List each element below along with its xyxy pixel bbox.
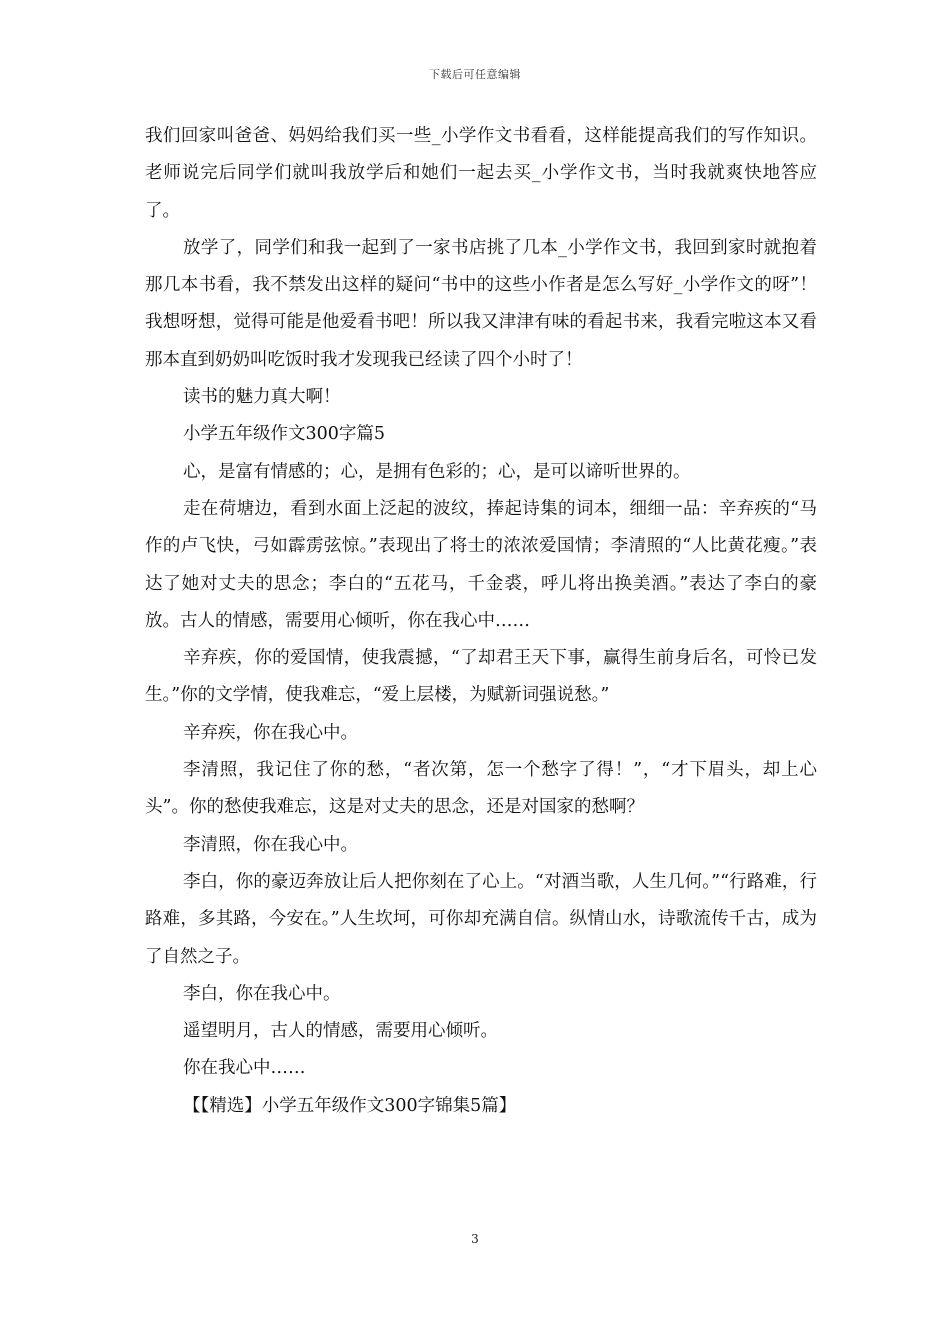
closing-title: 【【精选】小学五年级作文300字锦集5篇】: [183, 1095, 517, 1116]
paragraph: 李清照，我记住了你的愁，“者次第，怎一个愁字了得！”，“才下眉头，却上心头”。你的愁使我难忘，这是对丈夫的思念，还是对国家的愁啊？: [145, 760, 817, 818]
paragraph: 走在荷塘边，看到水面上泛起的波纹，捧起诗集的词本，细细一品：辛弃疾的“马作的卢飞快，弓如霹雳弦惊。”表现出了将士的浓浓爱国情；李清照的“人比黄花瘦。”表达了她对丈夫的思念；李白的“五花马，千金裘，呼儿将出换美酒。”表达了李白的豪放。古人的情感，需要用心倾听，你在我心中……: [145, 498, 817, 631]
paragraph: 放学了，同学们和我一起到了一家书店挑了几本_小学作文书，我回到家时就抱着那几本书看，我不禁发出这样的疑问“书中的这些小作者是怎么写好_小学作文的呀”！我想呀想，觉得可能是他爱看书吧！所以我又津津有味的看起书来，我看完啦这本又看那本直到奶奶叫吃饭时我才发现我已经读了四个小时了！: [145, 237, 817, 370]
paragraph: 辛弃疾，你的爱国情，使我震撼，“了却君王天下事，赢得生前身后名，可怜已发生。”你的文学情，使我难忘，“爱上层楼，为赋新词强说愁。”: [145, 648, 817, 706]
paragraph: 读书的魅力真大啊！: [183, 387, 341, 408]
page-number: 3: [471, 1232, 479, 1246]
section-title: 小学五年级作文300字篇5: [183, 424, 386, 445]
paragraph: 李白，你的豪迈奔放让后人把你刻在了心上。“对酒当歌，人生几何。”“行路难，行路难，多其路，今安在。”人生坎坷，可你却充满自信。纵情山水，诗歌流传千古，成为了自然之子。: [145, 871, 817, 967]
paragraph: 李清照，你在我心中。: [183, 834, 358, 855]
paragraph: 遥望明月，古人的情感，需要用心倾听。: [183, 1021, 498, 1042]
page-header: 下载后可任意编辑: [429, 68, 521, 81]
paragraph: 我们回家叫爸爸、妈妈给我们买一些_小学作文书看看，这样能提高我们的写作知识。老师说完后同学们就叫我放学后和她们一起去买_小学作文书，当时我就爽快地答应了。: [145, 126, 817, 221]
document-body: [145, 118, 817, 1125]
paragraph: 辛弃疾，你在我心中。: [183, 722, 358, 743]
paragraph: 李白，你在我心中。: [183, 983, 341, 1004]
paragraph: 你在我心中……: [183, 1058, 306, 1079]
paragraph: 心，是富有情感的；心，是拥有色彩的；心，是可以谛听世界的。: [183, 461, 691, 482]
